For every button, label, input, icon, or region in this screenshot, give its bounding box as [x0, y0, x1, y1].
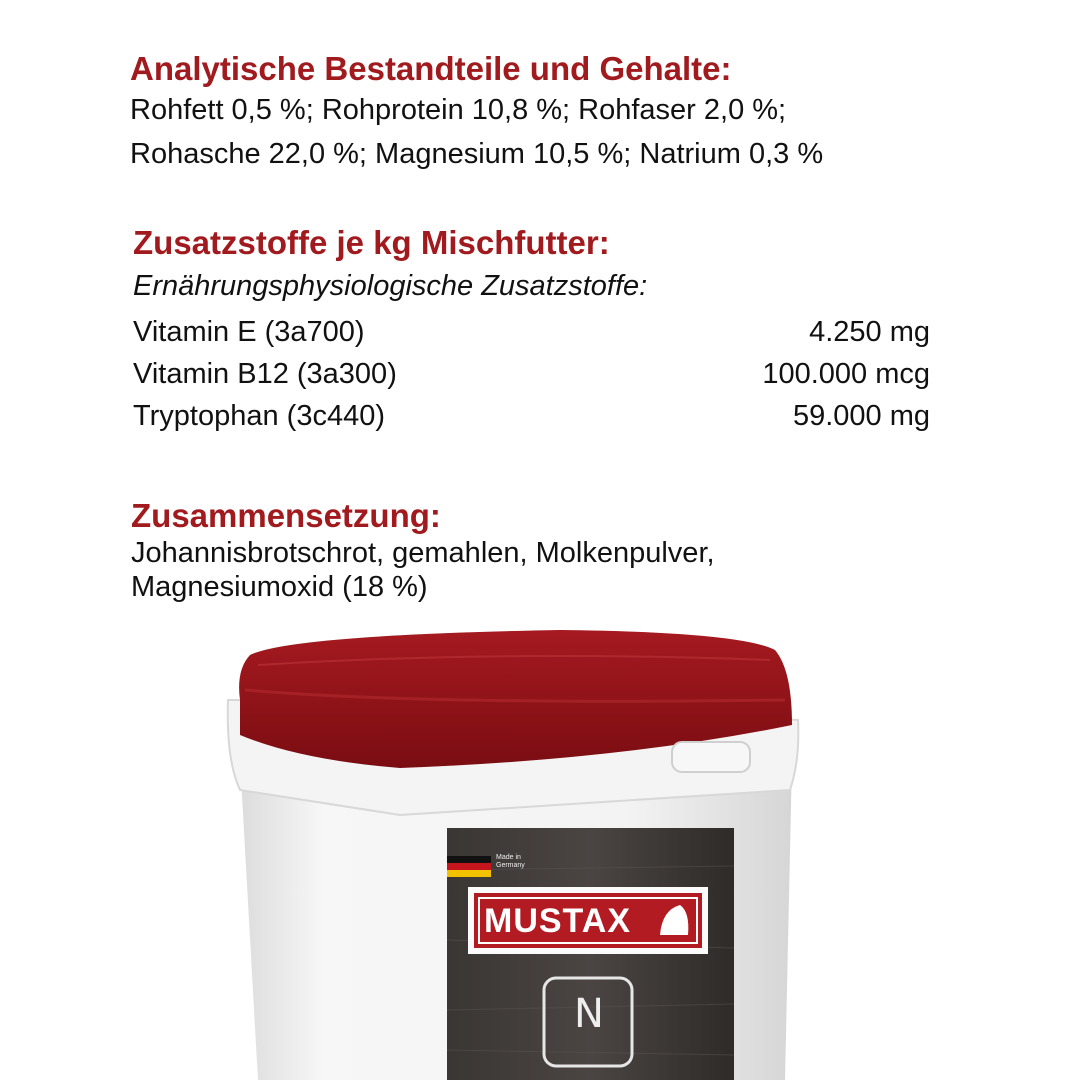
- composition-line-2: Magnesiumoxid (18 %): [131, 571, 428, 603]
- made-in-label: [496, 854, 525, 870]
- composition-line-1: Johannisbrotschrot, gemahlen, Molkenpulver,: [131, 537, 715, 569]
- product-image: [0, 600, 1080, 1080]
- made-in-line-1: Made in: [496, 854, 521, 861]
- label-letter: N: [574, 991, 604, 1037]
- additive-row: [133, 316, 930, 349]
- additive-amount: 59.000 mg: [792, 400, 930, 432]
- composition-title: Zusammensetzung:: [131, 497, 441, 534]
- additives-title: Zusatzstoffe je kg Mischfutter:: [133, 224, 610, 261]
- analytical-line-1: Rohfett 0,5 %; Rohprotein 10,8 %; Rohfaser 2,0 %;: [130, 94, 787, 126]
- analytical-line-2: Rohasche 22,0 %; Magnesium 10,5 %; Natrium 0,3 %: [130, 138, 824, 170]
- brand-logo: MUSTAX: [484, 902, 632, 940]
- additive-row: [133, 358, 930, 391]
- additive-name: Vitamin B12 (3a300): [133, 358, 397, 390]
- product-bucket: [0, 600, 1080, 1080]
- additive-amount: 100.000 mcg: [762, 358, 930, 390]
- additive-amount: 4.250 mg: [809, 316, 930, 348]
- additive-row: [133, 400, 930, 433]
- additives-subtitle: Ernährungsphysiologische Zusatzstoffe:: [133, 270, 648, 302]
- made-in-line-2: Germany: [496, 862, 525, 869]
- additive-name: Tryptophan (3c440): [133, 400, 386, 432]
- analytical-title: Analytische Bestandteile und Gehalte:: [130, 50, 732, 87]
- additive-name: Vitamin E (3a700): [133, 316, 365, 348]
